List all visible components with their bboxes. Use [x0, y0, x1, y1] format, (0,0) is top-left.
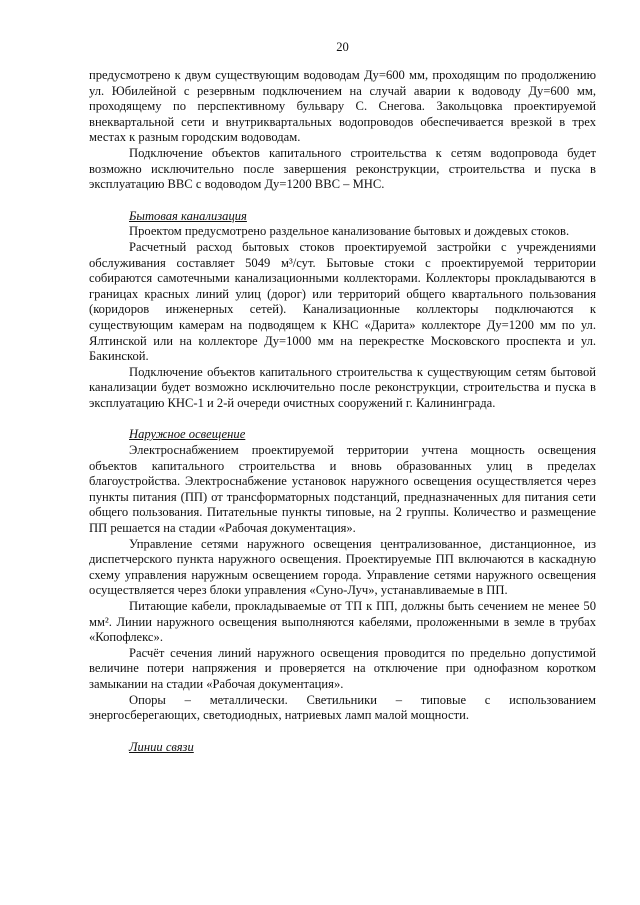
sewer-paragraph-3: Подключение объектов капитального строительства к существующим сетям бытовой канализации будет возможно исключительно после реконструкции, строительства и пуска в эксплуатацию КНС-1 и 2-й очереди очистных сооружений г. Калининграда.: [89, 364, 596, 410]
lighting-paragraph-1: Электроснабжением проектируемой территории учтена мощность освещения объектов капитального строительства и вновь образованных улиц в пределах благоустройства. Электроснабжение установок наружного освещения осуществляется через пункты питания (ПП) от трансформаторных подстанций, предназначенных для питания сети общего пользования. Питательные пункты типовые, на 2 группы. Количество и размещение ПП решается на стадии «Рабочая документация».: [89, 443, 596, 536]
water-paragraph-2: Подключение объектов капитального строительства к сетям водопровода будет возможно исключительно после завершения реконструкции, строительства и пуска в эксплуатацию ВВС с водоводом Ду=1200 ВВС – МНС.: [89, 145, 596, 192]
lighting-paragraph-5: Опоры – металлически. Светильники – типовые с использованием энергосберегающих, светодиодных, натриевых ламп малой мощности.: [89, 692, 596, 723]
section-gap: [89, 411, 596, 427]
comms-heading: Линии связи: [129, 739, 194, 754]
page-number: 20: [336, 40, 349, 54]
lighting-paragraph-4: Расчёт сечения линий наружного освещения проводится по предельно допустимой величине потери напряжения и проверяется на отключение при однофазном коротком замыкании на стадии «Рабочая документация».: [89, 645, 596, 691]
lighting-paragraph-2: Управление сетями наружного освещения централизованное, дистанционное, из диспетчерского пункта наружного освещения. Проектируемые ПП включаются в каскадную схему управления наружным освещением города. Управление сетями наружного освещения осуществляется через блоки управления «Суно-Луч», устанавливаемые в ПП.: [89, 536, 596, 598]
section-gap: [89, 724, 596, 740]
page-content: [89, 68, 596, 755]
lighting-heading: Наружное освещение: [129, 427, 246, 442]
water-paragraph-1: предусмотрено к двум существующим водоводам Ду=600 мм, проходящим по продолжению ул. Юбилейной с резервным подключением на случай аварии к водоводу Ду=600 мм, проходящему по перспективному бульвару С. Снегова. Закольцовка проектируемой внеквартальной сети и внутриквартальных водопроводов обеспечивается врезкой в трех местах к разным городским водоводам.: [89, 68, 596, 145]
sewer-heading: Бытовая канализация: [129, 208, 247, 223]
sewer-paragraph-1: Проектом предусмотрено раздельное канализование бытовых и дождевых стоков.: [129, 224, 570, 239]
sewer-paragraph-2: Расчетный расход бытовых стоков проектируемой застройки с учреждениями обслуживания составляет 5049 м³/сут. Бытовые стоки с проектируемой территории собираются самотечными канализационными коллекторами. Коллекторы прокладываются в границах красных линий улиц (дорог) или территорий общего квартального пользования (коридоров инженерных сетей). Канализационные коллекторы подключаются к существующим камерам на подводящем к КНС «Дарита» коллекторе Ду=1200 мм по ул. Ялтинской или на коллекторе Ду=1000 мм на перекрестке Московского проспекта и ул. Бакинской.: [89, 239, 596, 364]
lighting-paragraph-3: Питающие кабели, прокладываемые от ТП к ПП, должны быть сечением не менее 50 мм². Линии наружного освещения выполняются кабелями, проложенными в земле в трубах «Копофлекс».: [89, 599, 596, 645]
section-gap: [89, 193, 596, 209]
